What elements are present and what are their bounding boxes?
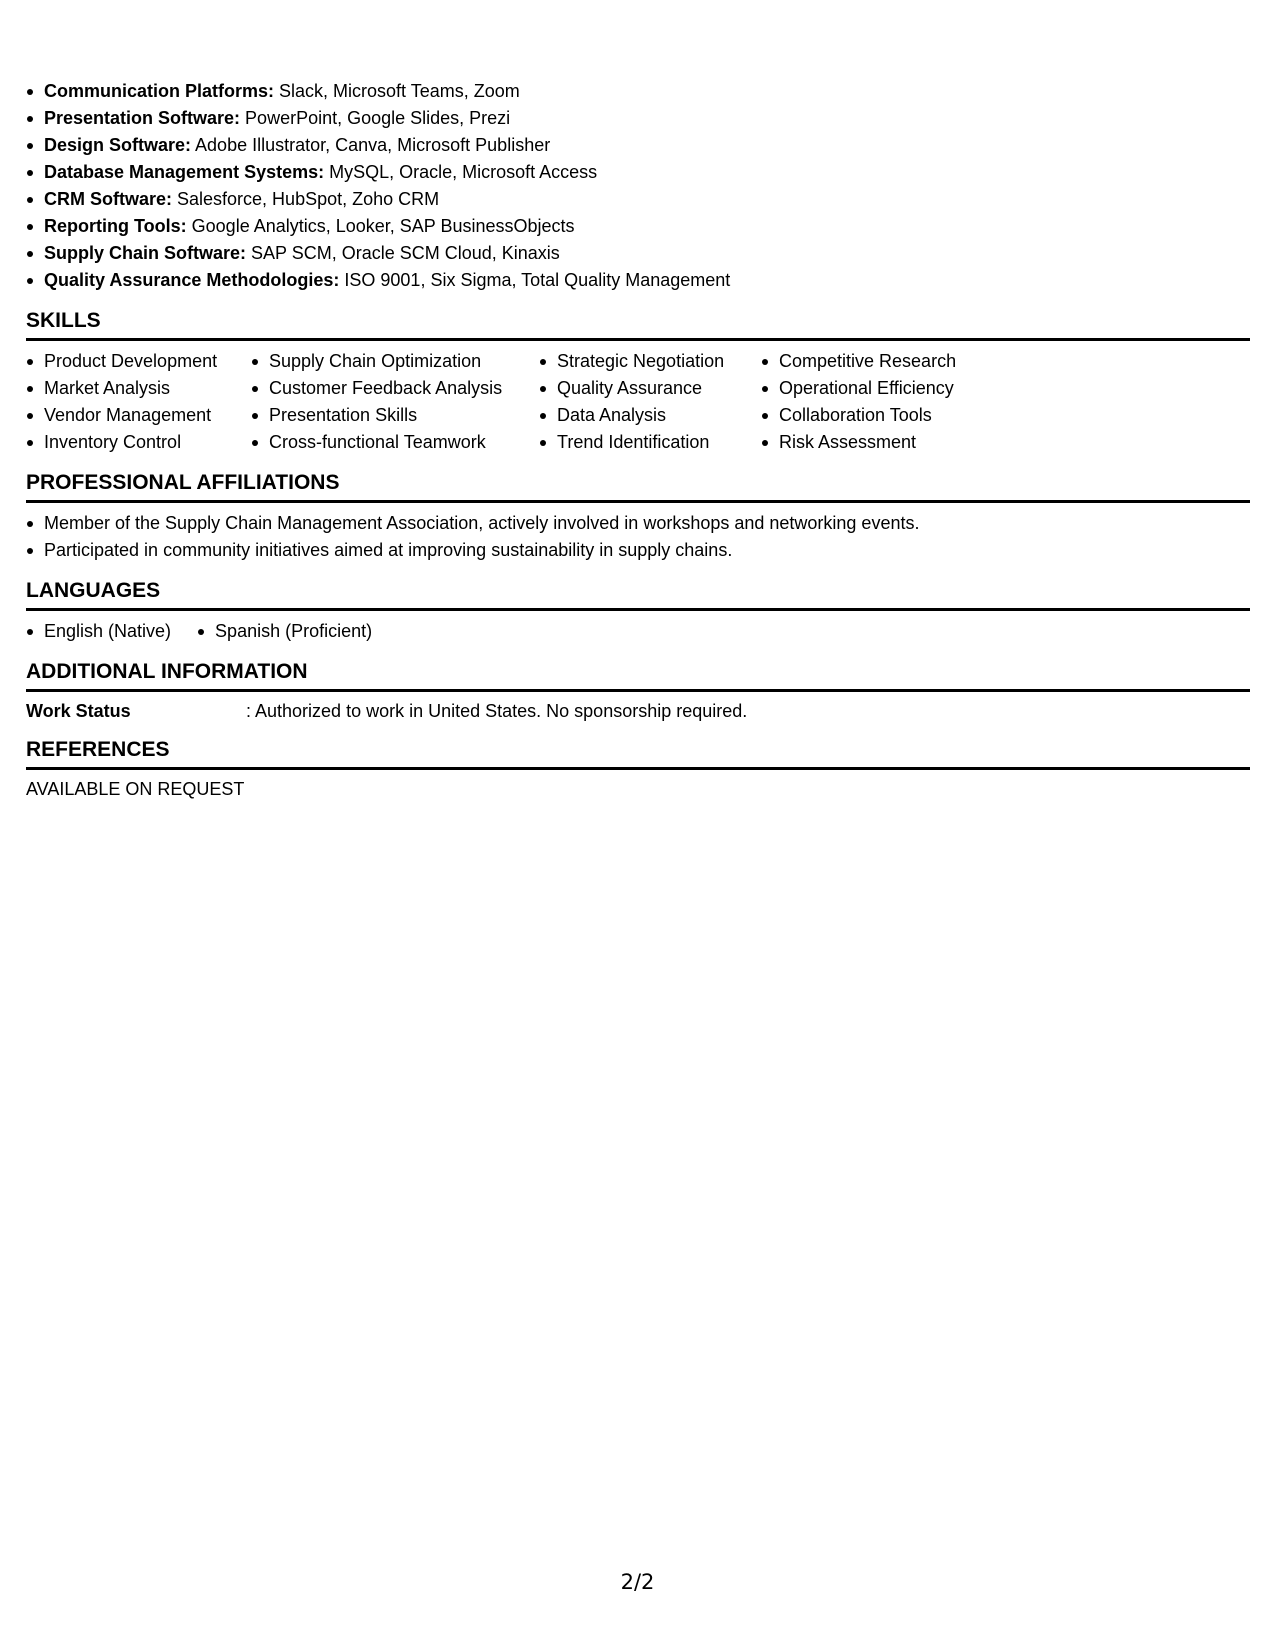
- list-item: [26, 240, 1250, 267]
- languages-list: [26, 618, 1250, 645]
- references-heading: REFERENCES: [26, 723, 1250, 770]
- skill-item: Supply Chain Optimization: [251, 348, 539, 375]
- affiliation-item: Participated in community initiatives aimed at improving sustainability in supply chains.: [26, 537, 1250, 564]
- skill-item: Data Analysis: [539, 402, 761, 429]
- language-item: English (Native): [26, 618, 171, 645]
- list-item: [26, 78, 1250, 105]
- skill-item: Vendor Management: [26, 402, 251, 429]
- skill-item: Inventory Control: [26, 429, 251, 456]
- skill-item: Operational Efficiency: [761, 375, 1021, 402]
- skill-item: Competitive Research: [761, 348, 1021, 375]
- skill-item: Collaboration Tools: [761, 402, 1021, 429]
- affiliations-list: [26, 510, 1250, 564]
- tool-value: PowerPoint, Google Slides, Prezi: [240, 108, 511, 128]
- tool-label: CRM Software:: [44, 189, 173, 209]
- skills-grid: [26, 348, 1250, 456]
- tool-value: Adobe Illustrator, Canva, Microsoft Publisher: [191, 135, 551, 155]
- skills-column: [26, 348, 251, 456]
- list-item: [26, 213, 1250, 240]
- tool-label: Design Software:: [44, 135, 192, 155]
- tool-value: ISO 9001, Six Sigma, Total Quality Management: [339, 270, 731, 290]
- tool-label: Database Management Systems:: [44, 162, 325, 182]
- list-item: [26, 105, 1250, 132]
- skill-item: Cross-functional Teamwork: [251, 429, 539, 456]
- work-status-value: : Authorized to work in United States. No sponsorship required.: [246, 701, 748, 721]
- resume-page: [26, 78, 1250, 801]
- tool-label: Quality Assurance Methodologies:: [44, 270, 340, 290]
- tool-label: Communication Platforms:: [44, 81, 275, 101]
- tool-label: Reporting Tools:: [44, 216, 187, 236]
- page-number: 2/2: [620, 1570, 655, 1594]
- list-item: [26, 267, 1250, 294]
- skills-column: [251, 348, 539, 456]
- affiliations-heading: PROFESSIONAL AFFILIATIONS: [26, 456, 1250, 503]
- skill-item: Quality Assurance: [539, 375, 761, 402]
- skill-item: Market Analysis: [26, 375, 251, 402]
- work-status-row: [26, 699, 1250, 723]
- additional-info-heading: ADDITIONAL INFORMATION: [26, 645, 1250, 692]
- skill-item: Strategic Negotiation: [539, 348, 761, 375]
- tool-value: Google Analytics, Looker, SAP BusinessObjects: [186, 216, 575, 236]
- tools-list: [26, 78, 1250, 294]
- skill-item: Customer Feedback Analysis: [251, 375, 539, 402]
- tool-label: Presentation Software:: [44, 108, 241, 128]
- skills-column: [539, 348, 761, 456]
- tool-value: SAP SCM, Oracle SCM Cloud, Kinaxis: [246, 243, 560, 263]
- tool-label: Supply Chain Software:: [44, 243, 247, 263]
- work-status-label: Work Status: [26, 701, 131, 721]
- affiliation-item: Member of the Supply Chain Management Association, actively involved in workshops and networking events.: [26, 510, 1250, 537]
- skills-column: [761, 348, 1021, 456]
- languages-heading: LANGUAGES: [26, 564, 1250, 611]
- list-item: [26, 159, 1250, 186]
- references-text: AVAILABLE ON REQUEST: [26, 779, 245, 799]
- tool-value: MySQL, Oracle, Microsoft Access: [324, 162, 598, 182]
- skill-item: Presentation Skills: [251, 402, 539, 429]
- tool-value: Salesforce, HubSpot, Zoho CRM: [172, 189, 440, 209]
- skill-item: Risk Assessment: [761, 429, 1021, 456]
- skill-item: Trend Identification: [539, 429, 761, 456]
- skill-item: Product Development: [26, 348, 251, 375]
- list-item: [26, 132, 1250, 159]
- tool-value: Slack, Microsoft Teams, Zoom: [274, 81, 520, 101]
- skills-heading: SKILLS: [26, 294, 1250, 341]
- language-item: Spanish (Proficient): [197, 618, 372, 645]
- list-item: [26, 186, 1250, 213]
